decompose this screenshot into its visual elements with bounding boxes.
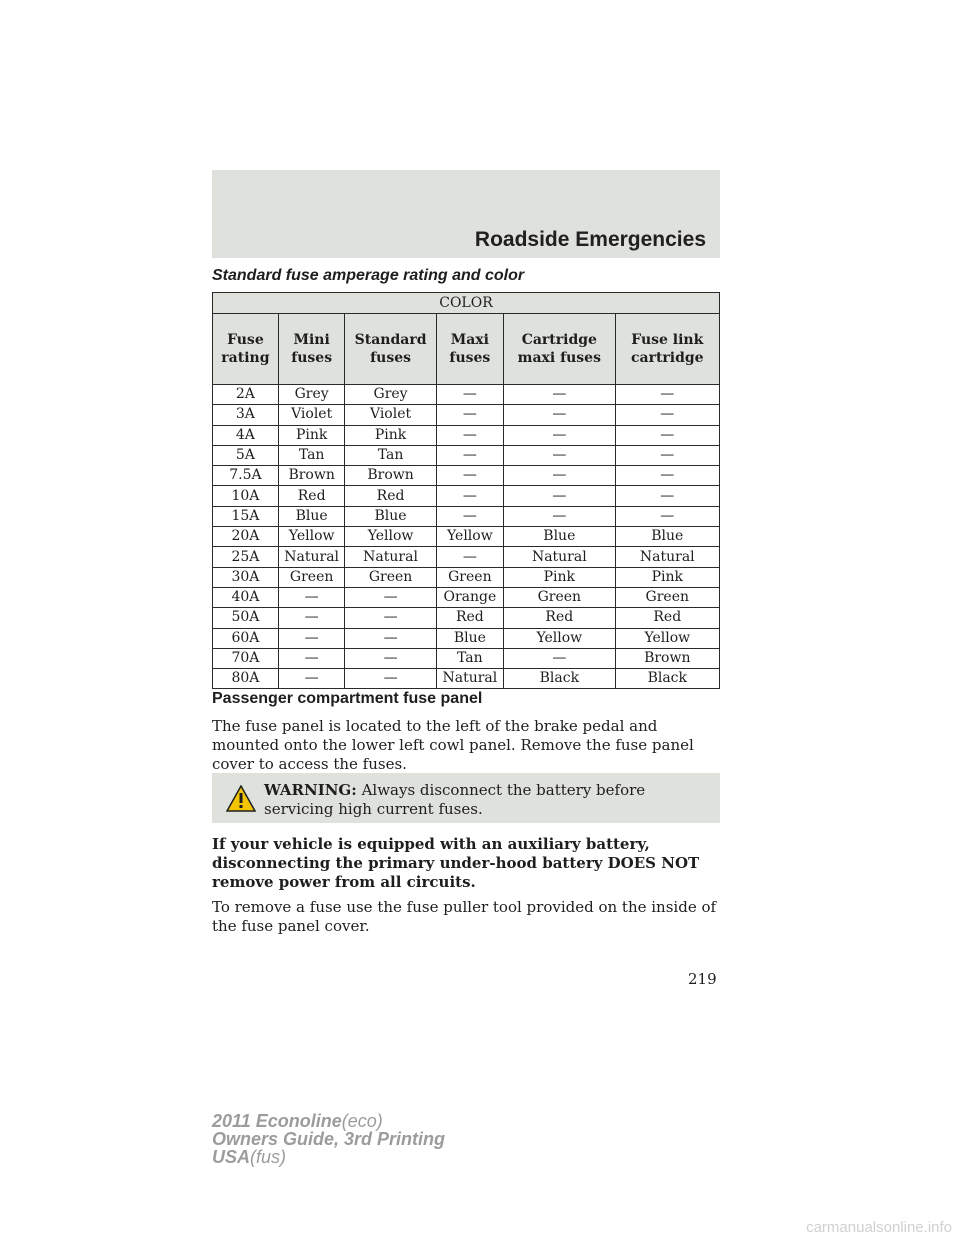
table-cell: Red (278, 486, 345, 506)
table-cell: — (345, 587, 436, 607)
table-cell: 60A (213, 628, 279, 648)
table-row (213, 527, 720, 547)
table-cell: Pink (504, 567, 616, 587)
table-cell: — (504, 445, 616, 465)
table-cell: — (615, 385, 719, 405)
footer (212, 1112, 445, 1166)
table-row (213, 628, 720, 648)
table-cell: Yellow (436, 527, 503, 547)
table-cell: — (615, 425, 719, 445)
table-cell: Green (615, 587, 719, 607)
table-group-header: COLOR (213, 293, 720, 314)
table-cell: — (504, 405, 616, 425)
footer-guide: Owners Guide, 3rd Printing (212, 1129, 446, 1149)
table-cell: Red (436, 608, 503, 628)
fuse-table (212, 292, 720, 689)
section-header-band (212, 170, 720, 258)
table-cell: Green (278, 567, 345, 587)
table-cell: Red (345, 486, 436, 506)
table-row (213, 445, 720, 465)
auxiliary-battery-note: If your vehicle is equipped with an auxiliary battery, disconnecting the primary under-hood battery DOES NOT remove power from all circuits. (212, 835, 700, 891)
table-cell: — (278, 648, 345, 668)
table-cell: Pink (278, 425, 345, 445)
table-cell: — (615, 486, 719, 506)
column-header: Fuse link cartridge (615, 314, 719, 385)
table-cell: 70A (213, 648, 279, 668)
table-cell: 7.5A (213, 466, 279, 486)
table-cell: — (436, 425, 503, 445)
table-cell: Pink (615, 567, 719, 587)
table-cell: Yellow (345, 527, 436, 547)
table-cell: — (436, 466, 503, 486)
table-cell: — (504, 486, 616, 506)
footer-model-code: (eco) (341, 1111, 383, 1131)
table-cell: — (345, 648, 436, 668)
table-cell: Tan (345, 445, 436, 465)
warning-triangle-icon (226, 785, 256, 812)
watermark: carmanualsonline.info (806, 1219, 952, 1236)
table-cell: — (615, 445, 719, 465)
table-cell: Red (615, 608, 719, 628)
warning-box (212, 773, 720, 823)
table-cell: — (615, 466, 719, 486)
table-cell: Yellow (615, 628, 719, 648)
table-cell: — (345, 608, 436, 628)
table-cell: — (436, 486, 503, 506)
intro-paragraph: The fuse panel is located to the left of the brake pedal and mounted onto the lower left cowl panel. Remove the fuse panel cover to access the fuses. (212, 717, 694, 773)
table-cell: 5A (213, 445, 279, 465)
table-row (213, 405, 720, 425)
table-cell: Green (504, 587, 616, 607)
table-cell: 25A (213, 547, 279, 567)
table-cell: Black (504, 669, 616, 689)
table-cell: Natural (504, 547, 616, 567)
table-cell: Natural (615, 547, 719, 567)
footer-market-code: (fus) (250, 1147, 287, 1167)
table-cell: — (278, 669, 345, 689)
table-cell: Blue (504, 527, 616, 547)
table-cell: — (345, 669, 436, 689)
table-cell: — (504, 425, 616, 445)
table-cell: Yellow (504, 628, 616, 648)
table-cell: Red (504, 608, 616, 628)
table-cell: — (504, 648, 616, 668)
table-cell: — (278, 608, 345, 628)
footer-market: USA (212, 1147, 251, 1167)
table-row (213, 506, 720, 526)
table-cell: — (615, 405, 719, 425)
table-cell: Grey (278, 385, 345, 405)
table-row (213, 587, 720, 607)
table-cell: Natural (345, 547, 436, 567)
footer-model: 2011 Econoline (212, 1111, 342, 1131)
column-header: Fuse rating (213, 314, 279, 385)
table-cell: Blue (278, 506, 345, 526)
table-cell: Grey (345, 385, 436, 405)
table-cell: Green (345, 567, 436, 587)
table-cell: — (436, 405, 503, 425)
table-cell: — (436, 385, 503, 405)
table-row (213, 486, 720, 506)
table-cell: — (278, 587, 345, 607)
table-cell: — (345, 628, 436, 648)
table-cell: Blue (615, 527, 719, 547)
table-cell: 80A (213, 669, 279, 689)
table-cell: Blue (436, 628, 503, 648)
page-number: 219 (688, 970, 717, 988)
table-cell: — (504, 506, 616, 526)
table-cell: — (504, 385, 616, 405)
table-row (213, 547, 720, 567)
table-cell: Brown (615, 648, 719, 668)
table-cell: — (504, 466, 616, 486)
table-caption: Standard fuse amperage rating and color (212, 267, 525, 284)
table-cell: 15A (213, 506, 279, 526)
table-row (213, 669, 720, 689)
table-cell: — (436, 445, 503, 465)
table-cell: — (436, 506, 503, 526)
table-row (213, 608, 720, 628)
table-cell: Brown (345, 466, 436, 486)
column-header: Cartridge maxi fuses (504, 314, 616, 385)
table-cell: Tan (278, 445, 345, 465)
warning-body: Always disconnect the battery before servicing high current fuses. (264, 781, 646, 818)
column-header: Maxi fuses (436, 314, 503, 385)
table-cell: Brown (278, 466, 345, 486)
table-row (213, 425, 720, 445)
table-cell: 4A (213, 425, 279, 445)
table-cell: Black (615, 669, 719, 689)
table-cell: — (278, 628, 345, 648)
table-cell: Violet (278, 405, 345, 425)
table-cell: 50A (213, 608, 279, 628)
warning-text (264, 781, 714, 819)
table-cell: Natural (436, 669, 503, 689)
table-cell: — (436, 547, 503, 567)
table-cell: 10A (213, 486, 279, 506)
table-cell: Green (436, 567, 503, 587)
column-header: Standard fuses (345, 314, 436, 385)
subheading: Passenger compartment fuse panel (212, 690, 483, 707)
table-cell: Orange (436, 587, 503, 607)
table-cell: 20A (213, 527, 279, 547)
table-cell: 30A (213, 567, 279, 587)
table-cell: 40A (213, 587, 279, 607)
table-cell: Natural (278, 547, 345, 567)
table-row (213, 466, 720, 486)
table-row (213, 385, 720, 405)
table-cell: Yellow (278, 527, 345, 547)
table-cell: 2A (213, 385, 279, 405)
table-row (213, 648, 720, 668)
table-cell: Pink (345, 425, 436, 445)
table-cell: 3A (213, 405, 279, 425)
table-cell: Violet (345, 405, 436, 425)
table-cell: — (615, 506, 719, 526)
column-header: Mini fuses (278, 314, 345, 385)
table-cell: Blue (345, 506, 436, 526)
fuse-removal-paragraph: To remove a fuse use the fuse puller tool provided on the inside of the fuse panel cover. (212, 898, 717, 935)
section-title: Roadside Emergencies (474, 228, 706, 251)
table-row (213, 567, 720, 587)
table-cell: Tan (436, 648, 503, 668)
warning-label: WARNING: (264, 781, 357, 799)
